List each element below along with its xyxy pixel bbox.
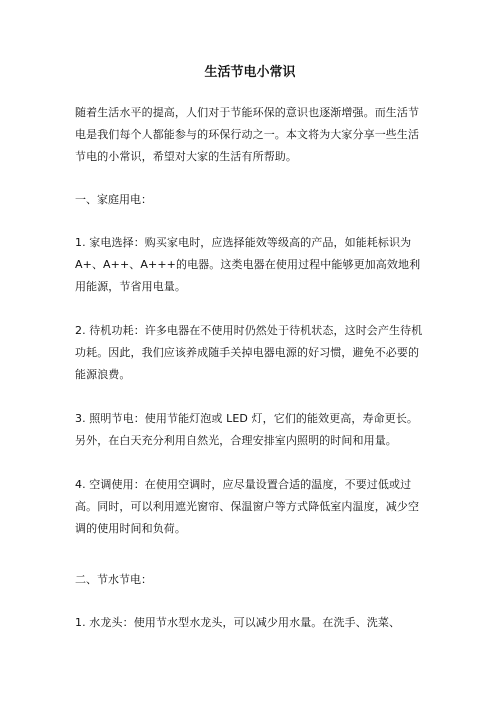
section-heading-water-saving: 二、节水节电： xyxy=(75,573,152,586)
list-item-lighting: 3. 照明节电：使用节能灯泡或 LED 灯，它们的能效更高，寿命更长。另外，在白天充分利用自然光，合理安排室内照明的时间和用量。 xyxy=(75,412,419,447)
list-item-air-conditioning: 4. 空调使用：在使用空调时，应尽量设置合适的温度，不要过低或过高。同时，可以利用遮光窗帘、保温窗户等方式降低室内温度，减少空调的使用时间和负荷。 xyxy=(75,478,420,535)
list-item-appliance-choice: 1. 家电选择：购买家电时，应选择能效等级高的产品，如能耗标识为 A+、A++、A+++的电器。这类电器在使用过程中能够更加高效地利用能源，节省用电量。 xyxy=(75,236,421,293)
section-heading-household: 一、家庭用电： xyxy=(75,193,152,206)
list-item-faucet: 1. 水龙头：使用节水型水龙头，可以减少用水量。在洗手、洗菜、 xyxy=(75,616,401,629)
list-item-standby-power: 2. 待机功耗：许多电器在不使用时仍然处于待机状态，这时会产生待机功耗。因此，我们应该养成随手关掉电器电源的好习惯，避免不必要的能源浪费。 xyxy=(75,324,423,381)
intro-paragraph: 随着生活水平的提高，人们对于节能环保的意识也逐渐增强。而生活节电是我们每个人都能参与的环保行动之一。本文将为大家分享一些生活节电的小常识，希望对大家的生活有所帮助。 xyxy=(75,106,420,163)
document-title: 生活节电小常识 xyxy=(204,65,296,80)
